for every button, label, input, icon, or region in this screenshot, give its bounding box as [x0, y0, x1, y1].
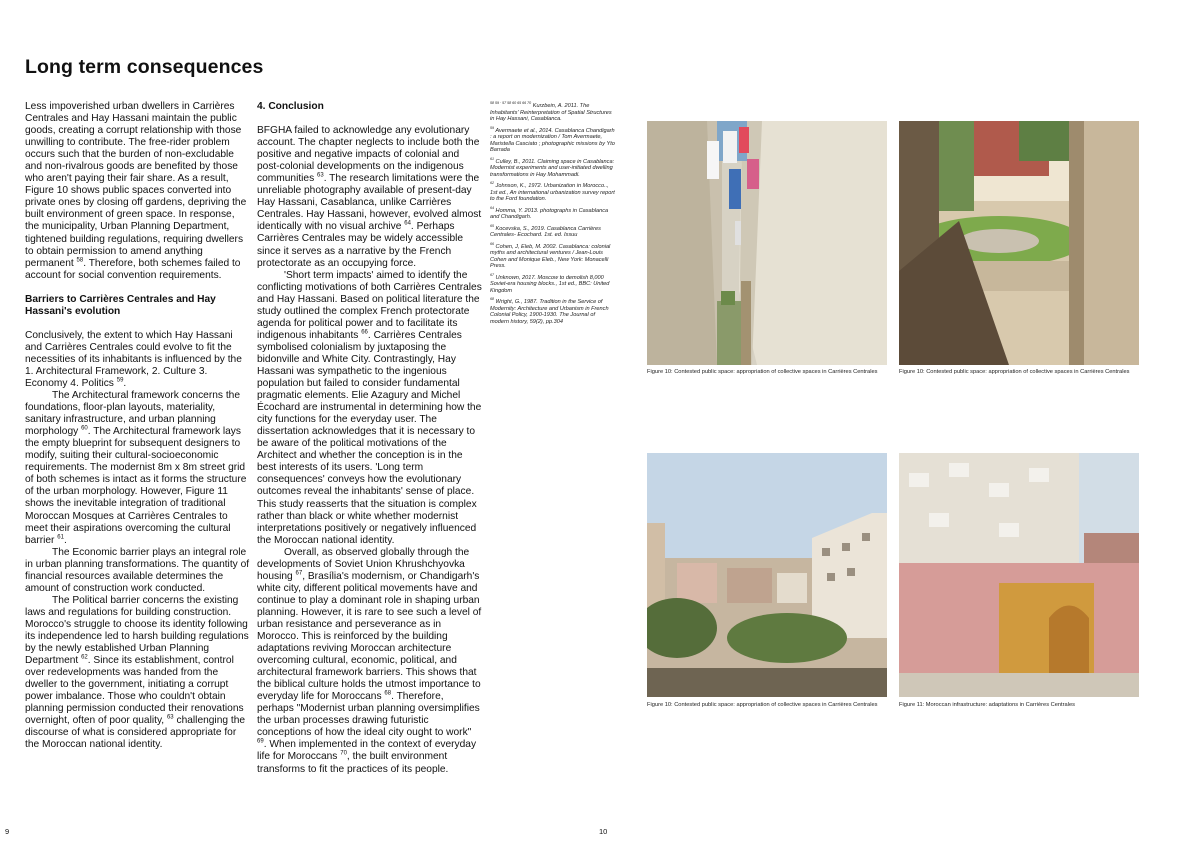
paragraph: Less impoverished urban dwellers in Carrières Centrales and Hay Hassani maintain the public goods, creating a corrupt relationship with those unwilling to contribute. The free-rider problem occurs such that the burden of non-excludable and non-rivalrous goods are benefited by those who aren't paying their fair share. As a result, Figure 10 shows public spaces converted into private ones by closing off gardens, depriving the built environment of green space. In response, the municipality, Urban Planning Department, tightened building regulations, requiring dwellers to obtain permission to amend anything permanent $^{58}$. Therefore, both schemes failed to account for social convention requirements. [25, 101, 247, 281]
footnote: $^{67}$ Unknown, 2017. Moscow to demolish 8,000 Soviet-era housing blocks., 1st ed., BBC: United Kingdom [490, 272, 610, 294]
paragraph: Conclusively, the extent to which Hay Hassani and Carrières Centrales could evolve to fit the necessities of its inhabitants is influenced by the 1. Architectural Framework, 2. Culture 3. Economy 4. Politics $^{59}$. [25, 329, 242, 389]
footnote: $^{65}$ Kocevska, S., 2019. Casablanca Carrières Centrales- Ecochard. 1st. ed. Issuu [490, 223, 601, 238]
figure-caption: Figure 10: Contested public space: appropriation of collective spaces in Carrières Centrales [899, 369, 1130, 375]
footnote: $^{58 59 \cdot 57 58 60 65 66 70}$ Kurzbein, A. 2011. The Inhabitants' Reinterpretation of Spatial Structures in Hay Hassani, Casablanca. [490, 101, 612, 122]
alley-laundry-photo [647, 121, 887, 365]
footnote: $^{62}$ Johnson, K., 1972. Urbanization in Morocco.., 1st ed., An international urbanization survey report to the Ford foundation. [490, 181, 615, 202]
section-heading: Barriers to Carrières Centrales and Hay Hassani's evolution [25, 293, 216, 317]
left-text-column [25, 101, 251, 751]
cityscape-photo [647, 453, 887, 697]
figure-caption: Figure 10: Contested public space: appropriation of collective spaces in Carrières Centrales [647, 369, 878, 375]
paragraph: 'Short term impacts' aimed to identify the conflicting motivations of both Carrières Centrales and Hay Hassani. Based on political literature the study outlined the complex French protectorate agenda for political power and to facilitate its indigenous inhabitants $^{66}$. Carrières Centrales symbolised colonialism by juxtaposing the bidonville and White City. Contrastingly, Hay Hassani was sympathetic to the ingenious population but failed to consider fundamental pragmatic elements. Elie Azagury and Michel Écochard are instrumental in determining how the city functions for the everyday user. The dissertation acknowledges that it is necessary to be aware of the political motivations of the Architect and whether the conception is in the best interests of its users. 'Long term consequences' conveys how the evolutionary outcomes reveal the inhabitants' sense of place. This study reasserts that the situation is complex rather than black or white whether modernist interpretations positively or negatively influenced the Moroccan national identity. [257, 269, 482, 546]
paragraph: The Architectural framework concerns the foundations, floor-plan layouts, materiality, sanitary infrastructure, and urban planning morphology $^{60}$. The Architectural framework lays the empty blueprint for subsequent designers to modify, suiting their cultural-socioeconomic requirements. The modernist 8m x 8m street grid of both schemes is intact as it forms the structure of the urban morphology. However, Figure 11 shows the inevitable integration of traditional Moroccan Mosques at Carrières Centrales to meet their aspirations overcoming the cultural barrier $^{61}$. [25, 390, 247, 546]
middle-text-column [257, 101, 483, 776]
footnote: $^{68}$ Wright, G., 1987. Tradition in the Service of Modernity: Architecture and Urbanism in French Colonial Policy, 1900-1930. The Journal of modern history, 59(2), pp.304 [490, 297, 609, 325]
paragraph: The Political barrier concerns the existing laws and regulations for building construction. Morocco's struggle to choose its identity following its independence led to harsh building regulations by the newly established Urban Planning Department $^{62}$. Since its establishment, control over redevelopments was handed from the dweller to the government, initiating a corrupt power imbalance. Those who couldn't obtain planning permission conducted their renovations overnight, often of poor quality, $^{63}$ challenging the discourse of what is considered appropriate for the Moroccan national identity. [25, 594, 249, 751]
paragraph: BFGHA failed to acknowledge any evolutionary account. The chapter neglects to include both the positive and negative impacts of colonial and post-colonial developments on the indigenous communities $^{63}$. The research limitations were the unreliable photography available of present-day Hay Hassani, Casablanca, unlike Carrières Centrales. Hay Hassani, however, evolved almost identically with no visual archive $^{64}$. Perhaps Carrières Centrales may be widely accessible since it serves as a narrative by the French protectorate as an occupying force. [257, 125, 482, 269]
footnote: $^{66}$ Cohen, J, Eleb, M. 2002. Casablanca: colonial myths and architectural ventures / Jean-Louis Cohen and Monique Eleb., New York: Monacelli Press. [490, 241, 611, 269]
footnote: $^{61}$ Culley, B., 2011. Claiming space in Casablanca: Modernist experiments and user-initiated dwelling transformations in Hay Mohammadi. [490, 156, 615, 178]
figure-caption: Figure 11: Moroccan infrastructure: adaptations in Carrières Centrales [899, 702, 1075, 708]
section-heading: 4. Conclusion [257, 101, 324, 112]
paragraph: Overall, as observed globally through the developments of Soviet Union Khrushchyovka housing $^{67}$, Brasília's modernism, or Chandigarh's white city, different political movements have and continue to play a dominant role in shaping urban planning. However, it is rare to see such a level of urban resistance and perseverance as in Morocco. This is reinforced by the building adaptations reviving Moroccan architecture overcoming cultural, economic, political, and architectural framework barriers. This shows that the biblical culture holds the utmost importance to everyday life for Moroccans $^{68}$. Therefore, perhaps "Modernist urban planning oversimplifies the urban processes drawing futuristic conceptions of how the ideal city ought to work" $^{69}$. When implemented in the context of everyday life for Moroccans $^{70}$, the built environment transforms to fit the practices of its people. [257, 546, 482, 775]
footnote: $^{59}$ Avermaete et al., 2014. Casablanca Chandigarh : a report on modernization / Tom Avermaete, Maristella Casciato ; photographic missions by Yto Barrada [490, 125, 615, 153]
page-title: Long term consequences [25, 56, 264, 78]
footnote: $^{64}$ Homma, Y. 2013. photographs in Casablanca and Chandigarh. [490, 205, 609, 220]
figure-caption: Figure 10: Contested public space: appropriation of collective spaces in Carrières Centrales [647, 702, 878, 708]
page-number-left: 9 [5, 827, 10, 836]
paragraph: The Economic barrier plays an integral role in urban planning transformations. The quantity of financial resources available determines the amount of construction work conducted. [25, 546, 250, 594]
footnotes [490, 103, 615, 330]
pink-building-photo [899, 453, 1139, 697]
walled-garden-photo [899, 121, 1139, 365]
page-number-right: 10 [599, 827, 608, 836]
